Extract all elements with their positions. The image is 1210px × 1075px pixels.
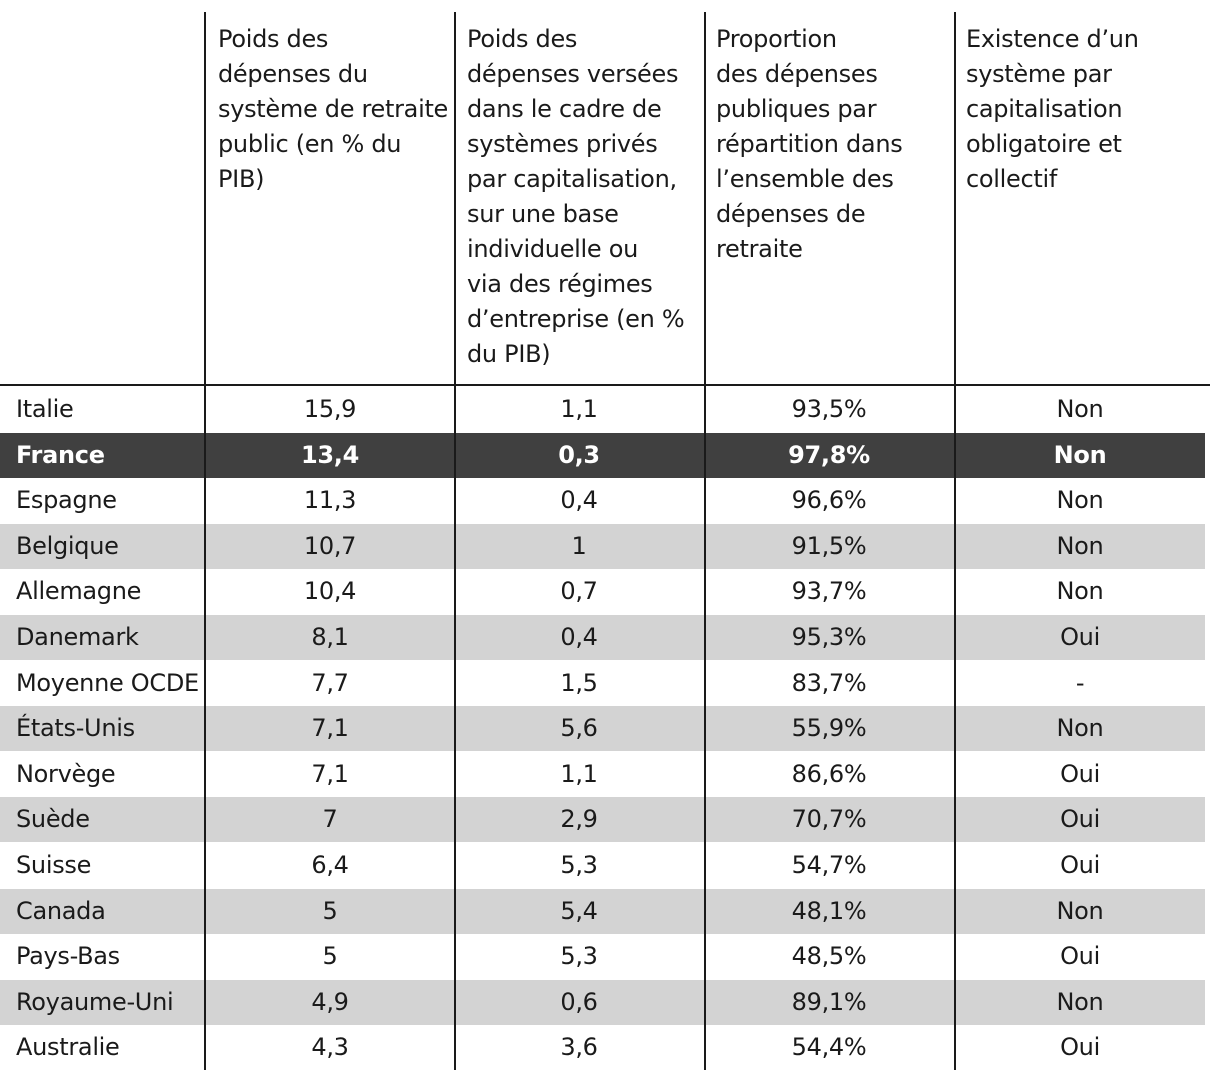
column-divider xyxy=(704,12,706,1070)
table-row xyxy=(0,478,1205,523)
country-name: Moyenne OCDE xyxy=(16,668,199,697)
public-weight-value: 7,1 xyxy=(311,714,349,743)
country-name: Belgique xyxy=(16,531,119,560)
pay-as-you-go-share-value: 54,7% xyxy=(791,851,867,879)
public-weight-value: 7,7 xyxy=(311,668,349,697)
table-row xyxy=(0,387,1205,432)
pay-as-you-go-share-value: 91,5% xyxy=(791,531,867,560)
mandatory-capitalisation-value: Oui xyxy=(1060,851,1100,879)
public-weight-value: 11,3 xyxy=(303,486,357,515)
table-row xyxy=(0,934,1205,979)
pay-as-you-go-share-value: 96,6% xyxy=(791,486,867,515)
table-row xyxy=(0,524,1205,569)
private-weight-value: 5,4 xyxy=(560,896,598,925)
private-weight-value: 2,9 xyxy=(560,805,598,834)
country-name: Danemark xyxy=(16,623,139,651)
pay-as-you-go-share-value: 97,8% xyxy=(788,440,870,469)
table-row xyxy=(0,752,1205,797)
mandatory-capitalisation-value: Oui xyxy=(1060,942,1100,971)
mandatory-capitalisation-value: Non xyxy=(1053,440,1107,469)
table-row xyxy=(0,797,1205,842)
header-private-capitalisation-weight: Poids des dépenses versées dans le cadre de systèmes privés par capitalisation, sur une base individuelle ou via des régimes d’entreprise (en % du PIB) xyxy=(467,25,685,368)
pay-as-you-go-share-value: 93,5% xyxy=(791,395,867,423)
table-row xyxy=(0,1025,1205,1070)
country-name: Suède xyxy=(16,805,90,834)
table-row xyxy=(0,980,1205,1025)
pay-as-you-go-share-value: 48,1% xyxy=(791,896,867,925)
country-name: Italie xyxy=(16,395,74,423)
country-name: Australie xyxy=(16,1033,120,1062)
pay-as-you-go-share-value: 86,6% xyxy=(791,759,867,788)
public-weight-value: 8,1 xyxy=(311,623,349,651)
pay-as-you-go-share-value: 54,4% xyxy=(791,1033,867,1062)
private-weight-value: 5,3 xyxy=(560,851,598,879)
table-row xyxy=(0,433,1205,478)
public-weight-value: 13,4 xyxy=(300,440,359,469)
pay-as-you-go-share-value: 83,7% xyxy=(791,668,867,697)
mandatory-capitalisation-value: Non xyxy=(1056,395,1104,423)
country-name: Suisse xyxy=(16,851,92,879)
public-weight-value: 7,1 xyxy=(311,759,349,788)
table-row xyxy=(0,843,1205,888)
mandatory-capitalisation-value: Non xyxy=(1056,531,1104,560)
private-weight-value: 0,4 xyxy=(560,486,598,515)
table-row xyxy=(0,889,1205,934)
country-name: Royaume-Uni xyxy=(16,987,174,1016)
column-divider xyxy=(454,12,456,1070)
mandatory-capitalisation-value: - xyxy=(1075,668,1085,697)
mandatory-capitalisation-value: Oui xyxy=(1060,759,1100,788)
private-weight-value: 0,7 xyxy=(560,577,598,606)
public-weight-value: 10,4 xyxy=(303,577,357,606)
country-name: États-Unis xyxy=(16,714,135,743)
private-weight-value: 5,3 xyxy=(560,942,598,971)
private-weight-value: 1,1 xyxy=(560,759,598,788)
pay-as-you-go-share-value: 70,7% xyxy=(791,805,867,834)
header-public-pay-as-you-go-share: Proportion des dépenses publiques par répartition dans l’ensemble des dépenses de retraite xyxy=(716,25,903,263)
private-weight-value: 1,1 xyxy=(560,395,598,423)
country-name: Espagne xyxy=(16,486,117,515)
country-name: Allemagne xyxy=(16,577,142,606)
table-row xyxy=(0,569,1205,614)
mandatory-capitalisation-value: Oui xyxy=(1060,623,1100,651)
header-mandatory-capitalisation-system: Existence d’un système par capitalisation obligatoire et collectif xyxy=(966,25,1139,193)
public-weight-value: 5 xyxy=(322,896,338,925)
private-weight-value: 1,5 xyxy=(560,668,598,697)
private-weight-value: 0,6 xyxy=(560,987,598,1016)
country-name: Canada xyxy=(16,896,106,925)
public-weight-value: 10,7 xyxy=(303,531,357,560)
public-weight-value: 15,9 xyxy=(303,395,357,423)
mandatory-capitalisation-value: Oui xyxy=(1060,805,1100,834)
public-weight-value: 4,3 xyxy=(311,1033,349,1062)
mandatory-capitalisation-value: Non xyxy=(1056,896,1104,925)
pay-as-you-go-share-value: 48,5% xyxy=(791,942,867,971)
public-weight-value: 7 xyxy=(322,805,338,834)
pay-as-you-go-share-value: 93,7% xyxy=(791,577,867,606)
private-weight-value: 0,3 xyxy=(558,440,600,469)
pay-as-you-go-share-value: 55,9% xyxy=(791,714,867,743)
private-weight-value: 3,6 xyxy=(560,1033,598,1062)
column-divider xyxy=(204,12,206,1070)
country-name: France xyxy=(16,440,105,469)
private-weight-value: 5,6 xyxy=(560,714,598,743)
table-header xyxy=(0,0,1210,384)
mandatory-capitalisation-value: Non xyxy=(1056,987,1104,1016)
header-public-system-weight: Poids des dépenses du système de retraite public (en % du PIB) xyxy=(218,25,449,193)
mandatory-capitalisation-value: Non xyxy=(1056,577,1104,606)
header-divider xyxy=(0,384,1210,386)
private-weight-value: 0,4 xyxy=(560,623,598,651)
table-row xyxy=(0,615,1205,660)
column-divider xyxy=(954,12,956,1070)
country-name: Norvège xyxy=(16,759,116,788)
country-name: Pays-Bas xyxy=(16,942,120,971)
public-weight-value: 6,4 xyxy=(311,851,349,879)
table-row xyxy=(0,706,1205,751)
pay-as-you-go-share-value: 89,1% xyxy=(791,987,867,1016)
public-weight-value: 4,9 xyxy=(311,987,349,1016)
pay-as-you-go-share-value: 95,3% xyxy=(791,623,867,651)
private-weight-value: 1 xyxy=(571,531,587,560)
table-row xyxy=(0,661,1205,706)
mandatory-capitalisation-value: Non xyxy=(1056,486,1104,515)
public-weight-value: 5 xyxy=(322,942,338,971)
mandatory-capitalisation-value: Non xyxy=(1056,714,1104,743)
mandatory-capitalisation-value: Oui xyxy=(1060,1033,1100,1062)
